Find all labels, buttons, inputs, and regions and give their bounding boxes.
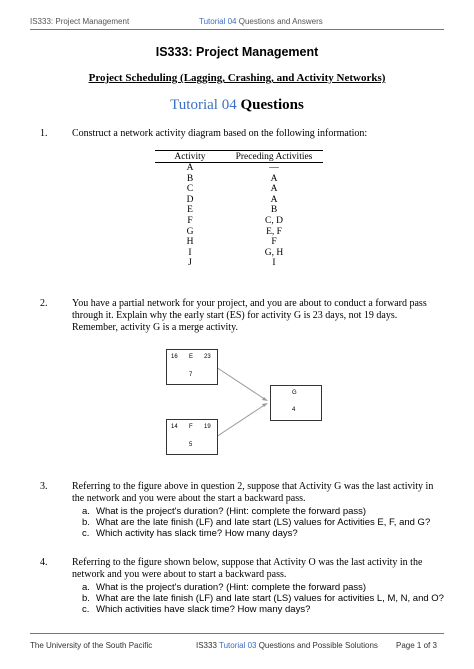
node-g xyxy=(270,385,322,421)
table-cell: F xyxy=(271,237,277,248)
q4-item-b xyxy=(82,593,444,604)
course-title: IS333: Project Management xyxy=(155,45,319,59)
item-text: Which activity has slack time? How many days? xyxy=(96,528,298,539)
header-center-rest: Questions and Answers xyxy=(236,17,323,26)
q3-item-c xyxy=(82,528,298,539)
node-e-name: E xyxy=(189,354,194,360)
table-cell: J xyxy=(188,258,192,269)
node-f-duration: 5 xyxy=(189,442,193,448)
item-letter: a. xyxy=(82,582,90,593)
tutorial-title-rest: Questions xyxy=(236,97,304,113)
table-cell: G, H xyxy=(264,247,284,258)
table-cell: A xyxy=(186,163,194,173)
table-cell: — xyxy=(269,163,279,173)
node-e-ef: 23 xyxy=(204,354,211,360)
table-cell: C xyxy=(186,184,194,195)
q4-text: Referring to the figure shown below, suppose that Activity O was the last activity in the network and you were about to start a backward pass. xyxy=(72,557,423,580)
item-letter: b. xyxy=(82,593,90,604)
item-text: What are the late finish (LF) and late start (LS) values for Activities E, F, and G? xyxy=(96,517,431,528)
table-cell: A xyxy=(270,184,278,195)
item-text: What are the late finish (LF) and late start (LS) values for activities L, M, N, and O? xyxy=(96,593,444,604)
arrow-e-to-g xyxy=(216,367,266,400)
q4-item-c xyxy=(82,604,310,615)
item-text: What is the project's duration? (Hint: complete the forward pass) xyxy=(96,506,367,517)
q3-number: 3. xyxy=(40,481,48,492)
node-e-es: 16 xyxy=(171,354,178,360)
q2-number: 2. xyxy=(40,298,48,309)
header-left: IS333: Project Management xyxy=(30,17,130,26)
q3-item-b xyxy=(82,517,430,528)
node-f xyxy=(166,419,218,455)
item-text: What is the project's duration? (Hint: complete the forward pass) xyxy=(96,582,367,593)
q1-number: 1. xyxy=(40,128,48,139)
item-text: Which activities have slack time? How many days? xyxy=(96,604,311,615)
node-g-name: G xyxy=(292,390,297,396)
footer-page-number: Page 1 of 3 xyxy=(396,641,437,650)
q3-item-a xyxy=(82,506,366,517)
table-cell: F xyxy=(187,215,193,226)
tutorial-title-accent: Tutorial 04 xyxy=(170,97,237,113)
footer-center-pre: IS333 xyxy=(196,641,219,650)
footer-center-post: Questions and Possible Solutions xyxy=(256,641,378,650)
node-f-es: 14 xyxy=(171,424,178,430)
table-cell: E, F xyxy=(266,226,282,237)
q3-text: Referring to the figure above in question 2, suppose that Activity G was the last activity in the network and you were about the start a backward pass. xyxy=(72,481,434,504)
node-f-name: F xyxy=(189,424,193,430)
table-cell: D xyxy=(186,194,194,205)
table-cell: G xyxy=(186,226,194,237)
q2-text: You have a partial network for your project, and you are about to conduct a forward pass through it. Explain why the early start (ES) for activity G is 23 days, not 19 days. Remember, activity G is a merge activity. xyxy=(72,298,427,333)
footer-left: The University of the South Pacific xyxy=(30,641,153,650)
table-cell: I xyxy=(188,247,192,258)
item-letter: c. xyxy=(82,604,90,615)
q1-text: Construct a network activity diagram based on the following information: xyxy=(72,128,368,139)
footer-center-accent: Tutorial 03 xyxy=(218,641,257,650)
table-cell: B xyxy=(270,205,278,216)
item-letter: b. xyxy=(82,517,90,528)
table-cell: I xyxy=(272,258,276,269)
table-cell: C, D xyxy=(265,215,283,226)
subtitle: Project Scheduling (Lagging, Crashing, and Activity Networks) xyxy=(88,72,386,84)
table-cell: E xyxy=(187,205,193,216)
table-cell: B xyxy=(186,173,194,184)
footer-rule xyxy=(30,633,444,634)
item-letter: a. xyxy=(82,506,90,517)
arrow-f-to-g xyxy=(216,404,266,437)
header-center-accent: Tutorial 04 xyxy=(199,17,237,26)
node-f-ef: 19 xyxy=(204,424,211,430)
q4-number: 4. xyxy=(40,557,48,568)
item-letter: c. xyxy=(82,528,90,539)
q4-item-a xyxy=(82,582,366,593)
table-header-activity: Activity xyxy=(155,151,225,163)
table-cell: A xyxy=(270,173,278,184)
table-cell: A xyxy=(270,194,278,205)
node-e xyxy=(166,349,218,385)
footer-center xyxy=(196,641,378,650)
node-e-duration: 7 xyxy=(189,372,193,378)
table-header-preceding: Preceding Activities xyxy=(225,151,323,163)
node-g-duration: 4 xyxy=(292,407,296,413)
table-cell: H xyxy=(186,237,194,248)
